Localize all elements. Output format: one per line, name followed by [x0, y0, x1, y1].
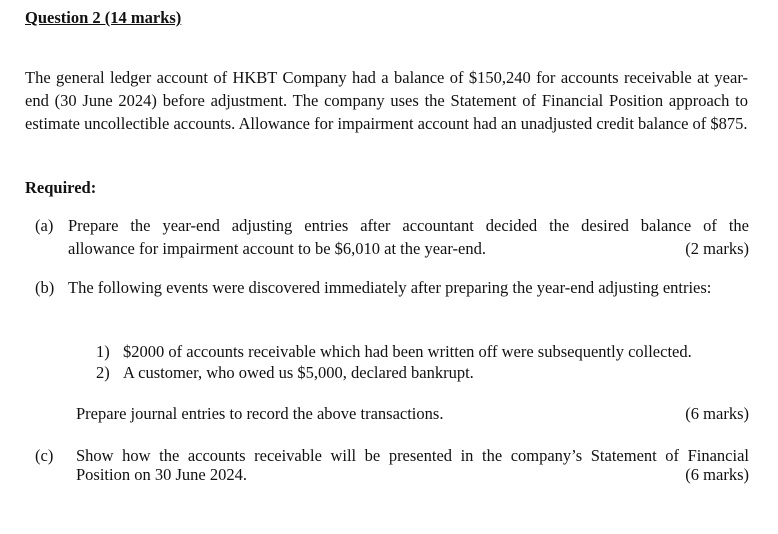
part-a-label: (a): [35, 216, 54, 235]
event-2-text: A customer, who owed us $5,000, declared bankrupt.: [123, 363, 474, 382]
part-a-marks: (2 marks): [685, 239, 749, 258]
event-1-num: 1): [96, 342, 110, 361]
part-b-instruction: Prepare journal entries to record the above transactions.: [76, 404, 444, 423]
part-c-line1: Show how the accounts receivable will be presented in the company’s Statement of Financial: [76, 446, 749, 465]
part-b-marks: (6 marks): [685, 404, 749, 423]
part-a-line2: allowance for impairment account to be $6,010 at the year-end.: [68, 239, 486, 258]
part-b-text: The following events were discovered immediately after preparing the year-end adjusting entries:: [68, 278, 712, 297]
required-heading: Required:: [25, 178, 97, 197]
event-2-num: 2): [96, 363, 110, 382]
part-c-line2: Position on 30 June 2024.: [76, 465, 247, 484]
part-c-label: (c): [35, 446, 54, 465]
part-b-label: (b): [35, 278, 55, 297]
event-1-text: $2000 of accounts receivable which had been written off were subsequently collected.: [123, 342, 692, 361]
part-c-marks: (6 marks): [685, 465, 749, 484]
part-a-line1: Prepare the year-end adjusting entries after accountant decided the desired balance of the: [68, 216, 749, 235]
question-title: Question 2 (14 marks): [25, 8, 182, 27]
intro-paragraph: The general ledger account of HKBT Company had a balance of $150,240 for accounts receivable at year-end (30 June 2024) before adjustment. The company uses the Statement of Financial Position approach to estimate uncollectible accounts. Allowance for impairment account had an unadjusted credit balance of $875.: [25, 68, 748, 133]
